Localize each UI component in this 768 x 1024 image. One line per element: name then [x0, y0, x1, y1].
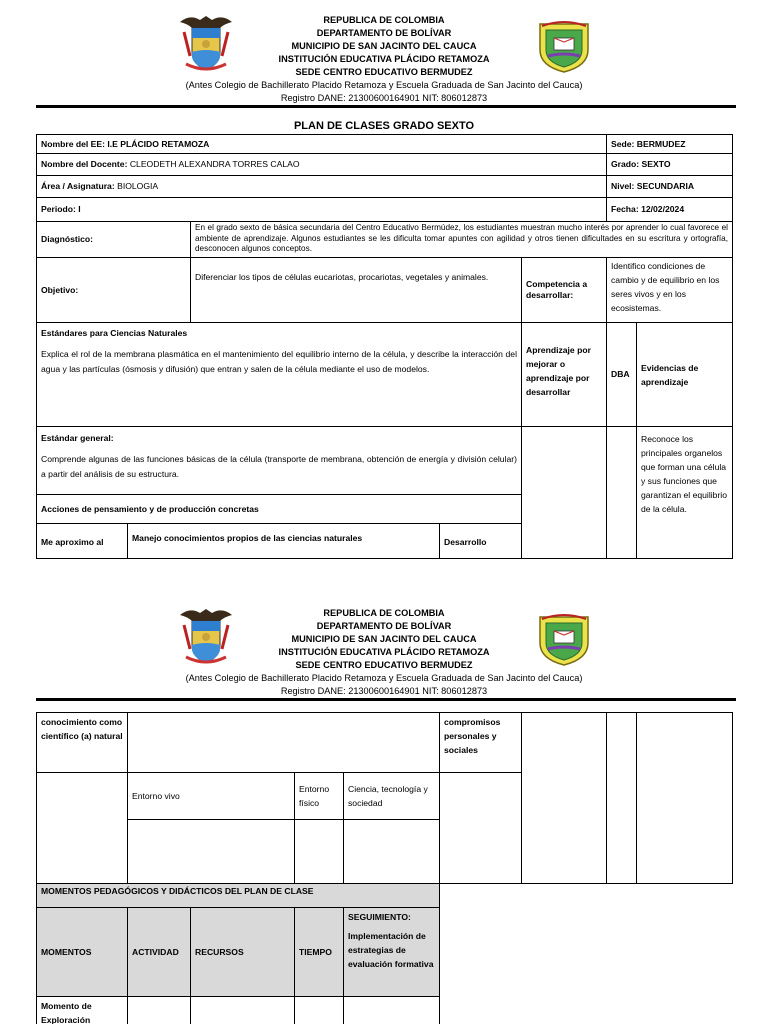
compromisos-cell: compromisos personales y sociales	[439, 712, 522, 773]
dba-label: DBA	[606, 322, 637, 427]
sede-cell: Sede: BERMUDEZ	[606, 134, 733, 154]
entorno-fisico-cell: Entorno físico	[294, 772, 344, 820]
grado-cell: Grado: SEXTO	[606, 153, 733, 176]
objetivo-text: Diferenciar los tipos de células eucariotas, procariotas, vegetales y animales.	[190, 257, 522, 323]
competencia-text: Identifico condiciones de cambio y de equilibrio en los seres vivos y en los ecosistemas.	[606, 257, 733, 323]
estandares-cell	[36, 322, 522, 427]
competencia-label: Competencia a desarrollar:	[521, 257, 607, 323]
header2-rule	[36, 698, 736, 701]
exploracion-tiempo	[294, 996, 344, 1024]
tiempo-header: TIEMPO	[294, 907, 344, 997]
header-rule	[36, 105, 736, 108]
area-label: Área / Asignatura:	[41, 181, 115, 191]
ciencia-value	[343, 819, 440, 884]
header2-line-5: SEDE CENTRO EDUCATIVO BERMUDEZ	[295, 660, 473, 670]
entorno-left-empty	[36, 772, 128, 884]
momentos-header: MOMENTOS	[36, 907, 128, 997]
fecha-cell: Fecha: 12/02/2024	[606, 197, 733, 222]
nivel-cell: Nivel: SECUNDARIA	[606, 175, 733, 198]
periodo-cell: Periodo: I	[36, 197, 607, 222]
implementacion-label: Implementación de estrategias de evaluación formativa	[348, 931, 434, 969]
aprendizaje-value	[521, 426, 607, 559]
evidencia-text: Reconoce los principales organelos que forman una célula y sus funciones que garantizan el equilibrio de la célula.	[636, 426, 733, 559]
docente-cell	[36, 153, 607, 176]
plan-title: PLAN DE CLASES GRADO SEXTO	[293, 120, 475, 132]
area-value: BIOLOGIA	[117, 181, 159, 191]
ciencia-cell: Ciencia, tecnología y sociedad	[343, 772, 440, 820]
header-line-3: MUNICIPIO DE SAN JACINTO DEL CAUCA	[291, 41, 477, 51]
header-line-1: REPUBLICA DE COLOMBIA	[323, 15, 445, 25]
right-col-1	[521, 712, 607, 884]
entorno-vivo-value	[127, 819, 295, 884]
recursos-header: RECURSOS	[190, 907, 295, 997]
header2-line-4: INSTITUCIÓN EDUCATIVA PLÁCIDO RETAMOZA	[278, 647, 490, 657]
exploracion-seguimiento	[343, 996, 440, 1024]
header-registry: Registro DANE: 21300600164901 NIT: 806012873	[280, 93, 488, 103]
acciones-label: Acciones de pensamiento y de producción concretas	[36, 494, 522, 524]
actividad-header: ACTIVIDAD	[127, 907, 191, 997]
seguimiento-header	[343, 907, 440, 997]
diagnostico-text: En el grado sexto de básica secundaria del Centro Educativo Bermúdez, los estudiantes muestran mucho interés por aprender lo cual favorece el ambiente de aprendizaje. Algunos estudiantes se les dificulta tomar apuntes con agilidad y otros tienen dificultades en su escritura y ortografía, desconocen algunos conceptos.	[190, 221, 733, 258]
header2-line-3: MUNICIPIO DE SAN JACINTO DEL CAUCA	[291, 634, 477, 644]
seguimiento-label: SEGUIMIENTO:	[348, 912, 411, 922]
diagnostico-label: Diagnóstico:	[36, 221, 191, 258]
entorno-vivo-cell: Entorno vivo	[127, 772, 295, 820]
dba-value	[606, 426, 637, 559]
area-cell	[36, 175, 607, 198]
header-line-4: INSTITUCIÓN EDUCATIVA PLÁCIDO RETAMOZA	[278, 54, 490, 64]
docente-value: CLEODETH ALEXANDRA TORRES CALAO	[129, 159, 300, 169]
estandares-label: Estándares para Ciencias Naturales	[41, 328, 188, 338]
header-line-5: SEDE CENTRO EDUCATIVO BERMUDEZ	[295, 67, 473, 77]
header2-line-1: REPUBLICA DE COLOMBIA	[323, 608, 445, 618]
docente-label: Nombre del Docente:	[41, 159, 128, 169]
exploracion-actividad	[127, 996, 191, 1024]
entorno-right-empty	[439, 772, 522, 884]
momentos-title: MOMENTOS PEDAGÓGICOS Y DIDÁCTICOS DEL PLAN DE CLASE	[36, 883, 440, 908]
right-col-2	[606, 712, 637, 884]
evidencias-label: Evidencias de aprendizaje	[636, 322, 733, 427]
entorno-fisico-value	[294, 819, 344, 884]
header-former-name: (Antes Colegio de Bachillerato Placido Retamoza y Escuela Graduada de San Jacinto del Cauca)	[185, 80, 583, 90]
me-aproximo-cell: Me aproximo al	[36, 523, 128, 559]
momento-exploracion-cell: Momento de Exploración	[36, 996, 128, 1024]
header2-registry: Registro DANE: 21300600164901 NIT: 806012873	[280, 686, 488, 696]
estandar-general-label: Estándar general:	[41, 433, 114, 443]
conocimiento-cell: conocimiento como científico (a) natural	[36, 712, 128, 773]
header2-former-name: (Antes Colegio de Bachillerato Placido Retamoza y Escuela Graduada de San Jacinto del Cauca)	[185, 673, 583, 683]
estandar-general-cell	[36, 426, 522, 495]
header-line-2: DEPARTAMENTO DE BOLÍVAR	[316, 28, 452, 38]
estandar-general-text: Comprende algunas de las funciones básicas de la célula (transporte de membrana, obtención de energía y división celular) a partir del análisis de su estructura.	[41, 454, 517, 479]
top-empty-cell	[127, 712, 440, 773]
header2-line-2: DEPARTAMENTO DE BOLÍVAR	[316, 621, 452, 631]
exploracion-recursos	[190, 996, 295, 1024]
estandares-text: Explica el rol de la membrana plasmática en el mantenimiento del equilibrio interno de la célula, y describe la interacción del agua y las partículas (ósmosis y difusión) que entran y salen de la célula mediante el uso de modelos.	[41, 349, 517, 374]
objetivo-label: Objetivo:	[36, 257, 191, 323]
nombre-ee-cell: Nombre del EE: I.E PLÁCIDO RETAMOZA	[36, 134, 607, 154]
desarrollo-cell: Desarrollo	[439, 523, 522, 559]
manejo-cell: Manejo conocimientos propios de las ciencias naturales	[127, 523, 440, 559]
aprendizaje-label: Aprendizaje por mejorar o aprendizaje por desarrollar	[521, 322, 607, 427]
right-col-3	[636, 712, 733, 884]
